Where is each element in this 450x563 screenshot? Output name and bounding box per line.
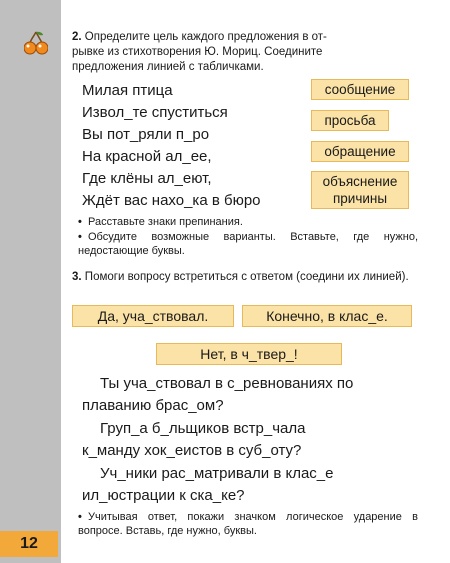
answer-of-course[interactable]: Конечно, в клас_е.: [242, 305, 412, 327]
question-line: плаванию брас_ом?: [82, 397, 224, 414]
poem-line: Извол_те спуститься: [82, 104, 228, 121]
cherry-icon: [24, 30, 48, 56]
tag-address[interactable]: обращение: [311, 141, 409, 162]
answer-no[interactable]: Нет, в ч_твер_!: [156, 343, 342, 365]
poem-line: Где клёны ал_еют,: [82, 170, 212, 187]
tag-message[interactable]: сообщение: [311, 79, 409, 100]
question-line: Ты уча_ствовал в с_ревнованиях по: [100, 375, 354, 392]
task3-bullet: [78, 510, 418, 538]
answer-yes[interactable]: Да, уча_ствовал.: [72, 305, 234, 327]
tag-explanation[interactable]: объяснение причины: [311, 171, 409, 209]
poem-line: Милая птица: [82, 82, 173, 99]
bullet-dot: •: [78, 511, 82, 523]
task3-header-text: Помоги вопросу встретиться с ответом (соедини их линией).: [84, 271, 409, 283]
task2-header: [72, 30, 422, 75]
tag-request[interactable]: просьба: [311, 110, 389, 131]
question-line: Груп_а б_льщиков встр_чала: [100, 420, 306, 437]
task3-number: 3.: [72, 271, 82, 283]
task3-header: [72, 270, 422, 285]
task2-header-line: предложения линией с табличками.: [72, 61, 264, 73]
bullet-dot: •: [78, 231, 82, 243]
task2-header-line: рывке из стихотворения Ю. Мориц. Соедините: [72, 46, 323, 58]
task2-number: 2.: [72, 31, 82, 43]
bullet-text: Обсудите возможные варианты. Вставьте, где нужно, недостающие буквы.: [78, 231, 418, 257]
question-line: ил_юстрации к ска_ке?: [82, 487, 245, 504]
poem-line: На красной ал_ее,: [82, 148, 212, 165]
bullet-text: Расставьте знаки препинания.: [88, 216, 243, 228]
bullet-text: Учитывая ответ, покажи значком логическое ударение в вопросе. Вставь, где нужно, буквы.: [78, 511, 418, 537]
left-margin-strip: [0, 0, 61, 563]
task2-bullet: [78, 215, 418, 229]
page-number: 12: [0, 531, 58, 557]
task2-header-line: Определите цель каждого предложения в от-: [84, 31, 327, 43]
poem-line: Вы пот_ряли п_ро: [82, 126, 210, 143]
question-line: Уч_ники рас_матривали в клас_е: [100, 465, 334, 482]
task2-bullet: [78, 230, 418, 258]
bullet-dot: •: [78, 216, 82, 228]
poem-line: Ждёт вас нахо_ка в бюро: [82, 192, 261, 209]
question-line: к_манду хок_еистов в суб_оту?: [82, 442, 302, 459]
